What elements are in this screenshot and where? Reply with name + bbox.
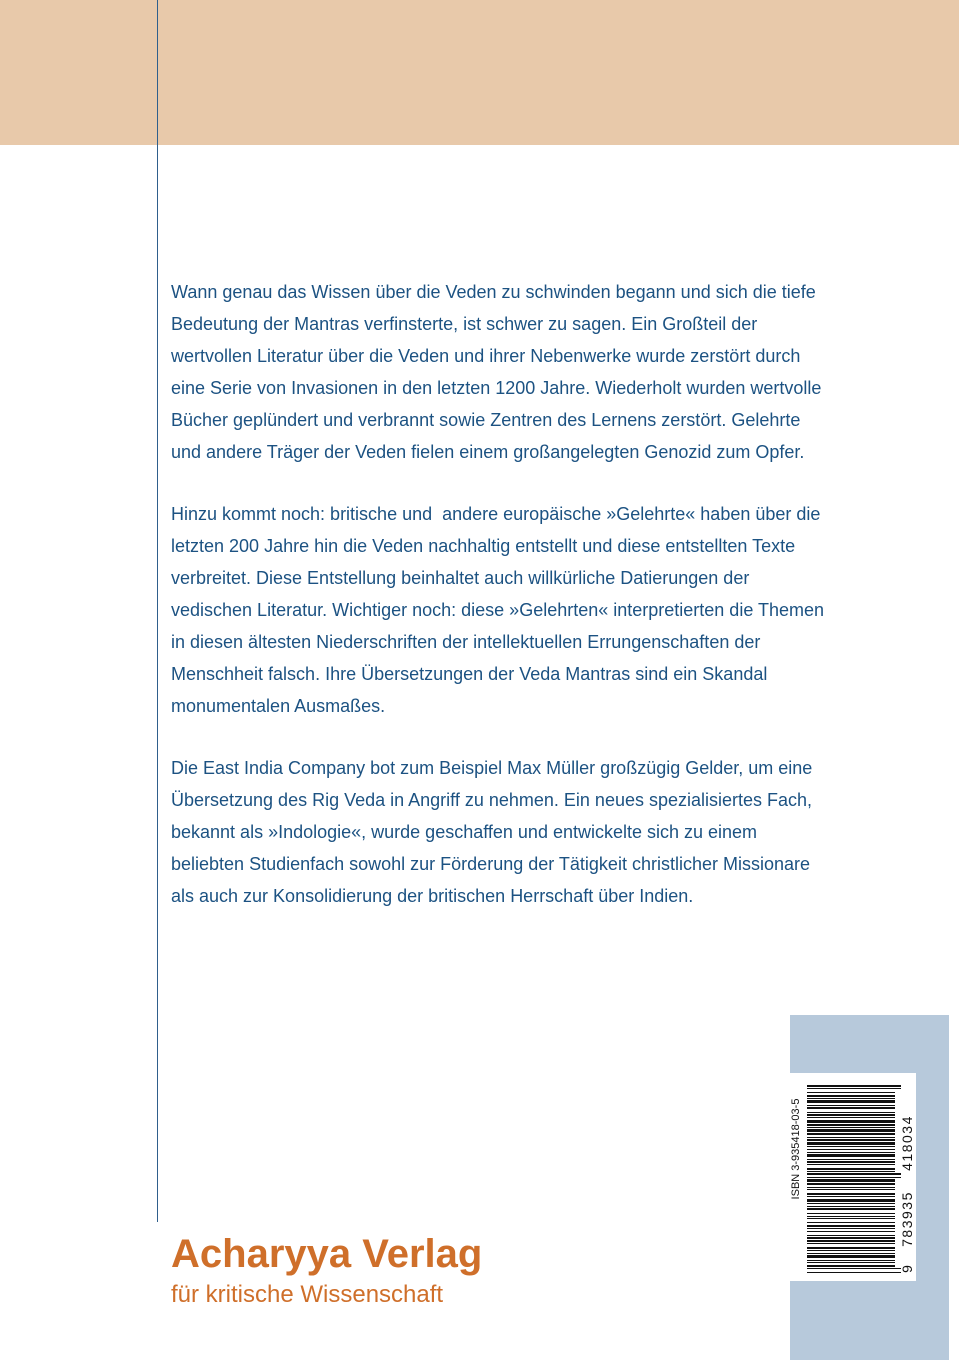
text-line: monumentalen Ausmaßes. [171,696,386,716]
barcode-bar [807,1222,895,1223]
back-cover-text [171,276,825,942]
barcode-bar [807,1098,895,1099]
text-line: in diesen ältesten Niederschriften der intellektuellen Errungenschaften der [171,632,761,652]
barcode-bar [807,1142,895,1145]
paragraph-2 [171,498,825,722]
barcode-bar [807,1235,895,1236]
paragraph-3 [171,752,813,912]
barcode-bar [807,1168,895,1170]
barcode-bar [807,1092,895,1093]
barcode-bar [807,1203,895,1204]
barcode-bar [807,1171,895,1172]
barcode-bar [807,1253,895,1254]
barcode-bar [807,1164,895,1165]
barcode-bar [807,1095,895,1097]
text-line: letzten 200 Jahre hin die Veden nachhaltig entstellt und diese entstellten Texte [171,536,796,556]
barcode-bar [807,1187,895,1188]
barcode-bar [807,1196,895,1197]
top-color-band [0,0,959,145]
barcode-bar [807,1193,895,1195]
barcode-bar [807,1189,895,1190]
barcode-bar [807,1250,895,1251]
barcode-bar [807,1127,895,1128]
isbn-label: ISBN 3-935418-03-5 [790,1098,802,1200]
text-line: beliebten Studienfach sowohl zur Förderung der Tätigkeit christlicher Missionare [171,854,810,874]
barcode-bar [807,1208,895,1210]
barcode-bar [807,1213,895,1214]
text-line: bekannt als »Indologie«, wurde geschaffen und entwickelte sich zu einem [171,822,758,842]
barcode-bar [807,1177,901,1178]
barcode-bar [807,1114,895,1116]
barcode-bar [807,1179,895,1182]
barcode-bar [807,1149,895,1150]
barcode-bar [807,1154,895,1157]
barcode-bar [807,1105,895,1106]
barcode-bar [807,1100,895,1103]
barcode-bar [807,1161,895,1163]
barcode-graphic [783,1073,916,1281]
text-line: vedischen Literatur. Wichtiger noch: diese »Gelehrten« interpretierten die Themen [171,600,825,620]
barcode-bar [807,1133,895,1135]
text-line: Die East India Company bot zum Beispiel Max Müller großzügig Gelder, um eine [171,758,813,778]
barcode-bar [807,1262,895,1263]
barcode-bar [807,1237,895,1239]
barcode-bar [807,1218,895,1219]
barcode-bar [807,1107,895,1109]
barcode-bar [807,1137,895,1138]
barcode-bar [807,1129,895,1132]
barcode-bar [807,1272,901,1273]
text-line: Wann genau das Wissen über die Veden zu schwinden begann und sich die tiefe [171,282,816,302]
barcode-bar [807,1199,895,1202]
vertical-rule [157,0,158,1222]
barcode-bar [807,1247,895,1249]
text-line: als auch zur Konsolidierung der britischen Herrschaft über Indien. [171,886,694,906]
barcode-bar [807,1159,895,1160]
barcode-bar [807,1240,895,1242]
barcode-bar [807,1112,895,1113]
barcode-bar [807,1085,901,1087]
text-line: wertvollen Literatur über die Veden und ihrer Nebenwerke wurde zerstört durch [171,346,801,366]
barcode-bar [807,1265,895,1267]
barcode-bar [807,1216,895,1217]
barcode-digits-right: 418034 [899,1115,915,1171]
barcode-bar [807,1124,895,1126]
barcode-bar [807,1120,895,1123]
barcode-bar [807,1268,901,1269]
text-line: Menschheit falsch. Ihre Übersetzungen der Veda Mantras sind ein Skandal [171,664,768,684]
barcode-bar [807,1088,901,1089]
text-line: Bücher geplündert und verbrannt sowie Zentren des Lernens zerstört. Gelehrte [171,410,801,430]
publisher-tagline: für kritische Wissenschaft [171,1281,444,1308]
barcode-bar [807,1260,895,1261]
barcode-bar [807,1183,895,1185]
barcode-bar [807,1139,895,1141]
barcode-bar [807,1146,895,1147]
barcode-bar [807,1225,895,1227]
barcode-bar [807,1231,895,1232]
barcode-bar [807,1206,895,1207]
text-line: verbreitet. Diese Entstellung beinhaltet auch willkürliche Datierungen der [171,568,750,588]
barcode [783,1073,916,1281]
text-line: Bedeutung der Mantras verfinsterte, ist schwer zu sagen. Ein Großteil der [171,314,758,334]
text-line: Hinzu kommt noch: britische und andere europäische »Gelehrte« haben über die [171,504,821,524]
text-line: und andere Träger der Veden fielen einem großangelegten Genozid zum Opfer. [171,442,805,462]
barcode-bar [807,1228,895,1229]
barcode-digit-lead: 9 [899,1265,915,1273]
barcode-bar [807,1173,901,1175]
text-line: eine Serie von Invasionen in den letzten 1200 Jahre. Wiederholt wurden wertvolle [171,378,822,398]
publisher-block [171,1228,482,1310]
barcode-bars [807,1085,901,1273]
barcode-bar [807,1255,895,1258]
barcode-bar [807,1152,895,1153]
barcode-bar [807,1243,895,1244]
barcode-digits-left: 783935 [899,1191,915,1247]
publisher-name: Acharyya Verlag [171,1232,483,1276]
text-line: Übersetzung des Rig Veda in Angriff zu nehmen. Ein neues spezialisiertes Fach, [171,790,813,810]
paragraph-1 [171,276,822,468]
barcode-bar [807,1117,895,1118]
